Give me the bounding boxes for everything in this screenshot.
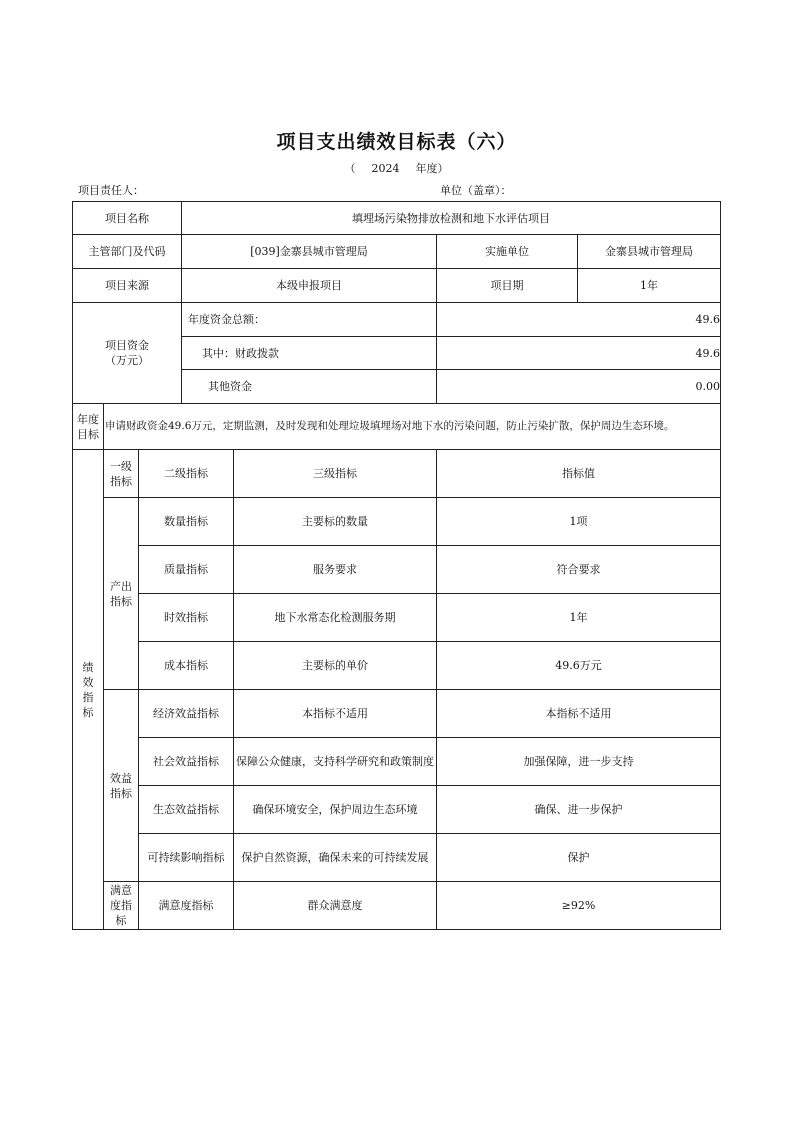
table-row: [73, 642, 721, 690]
level3-cell: 服务要求: [234, 546, 437, 594]
dept-value: [039]金寨县城市管理局: [182, 235, 437, 269]
table-row: [73, 594, 721, 642]
level2-cell: 质量指标: [139, 546, 234, 594]
row-dept: [73, 235, 721, 269]
funds-other-value: 0.00: [437, 370, 721, 404]
level3-cell: 主要标的单价: [234, 642, 437, 690]
header-level2: 二级指标: [139, 450, 234, 498]
impl-unit-value: 金寨县城市管理局: [578, 235, 721, 269]
level2-cell: 生态效益指标: [139, 786, 234, 834]
indicator-value-cell: 1项: [437, 498, 721, 546]
table-row: [73, 738, 721, 786]
level3-cell: 确保环境安全，保护周边生态环境: [234, 786, 437, 834]
row-source: [73, 269, 721, 303]
indicator-value-cell: 保护: [437, 834, 721, 882]
header-level3: 三级指标: [234, 450, 437, 498]
page-title: 项目支出绩效目标表（六）: [276, 131, 517, 153]
indicator-header-row: [73, 450, 721, 498]
level3-cell: 主要标的数量: [234, 498, 437, 546]
funds-label-line1: 项目资金: [105, 339, 149, 352]
year-value: 2024: [371, 162, 400, 175]
group-benefit-label: 效益指标: [104, 690, 139, 882]
group-output-label: 产出指标: [104, 498, 139, 690]
funds-other-label: 其他资金: [182, 370, 437, 404]
funds-total-value: 49.6: [437, 303, 721, 337]
row-project-name: [73, 202, 721, 235]
indicator-value-cell: 1年: [437, 594, 721, 642]
header-level1: 一级指标: [104, 450, 139, 498]
row-annual-goal: [73, 404, 721, 450]
table-row: [73, 690, 721, 738]
level2-cell: 成本指标: [139, 642, 234, 690]
row-funds-total: [73, 303, 721, 337]
period-value: 1年: [578, 269, 721, 303]
header-value: 指标值: [437, 450, 721, 498]
level3-cell: 群众满意度: [234, 882, 437, 930]
funds-label-line2: （万元）: [105, 354, 149, 367]
level2-cell: 社会效益指标: [139, 738, 234, 786]
indicator-value-cell: 49.6万元: [437, 642, 721, 690]
indicator-value-cell: 确保、进一步保护: [437, 786, 721, 834]
indicator-value-cell: 符合要求: [437, 546, 721, 594]
group-satisfaction-label: 满意度指标: [104, 882, 139, 930]
indicator-value-cell: ≥92%: [437, 882, 721, 930]
annual-goal-label-line1: 年度: [77, 412, 99, 426]
annual-goal-label: [73, 404, 104, 450]
level3-cell: 保障公众健康，支持科学研究和政策制度: [234, 738, 437, 786]
level3-cell: 本指标不适用: [234, 690, 437, 738]
table-row: [73, 498, 721, 546]
indicator-value-cell: 本指标不适用: [437, 690, 721, 738]
level2-cell: 数量指标: [139, 498, 234, 546]
table-row: [73, 882, 721, 930]
project-name-value: 填埋场污染物排放检测和地下水评估项目: [182, 202, 721, 235]
table-row: [73, 834, 721, 882]
table-row: [73, 786, 721, 834]
year-open: （: [344, 162, 356, 175]
funds-fiscal-label: 其中：财政拨款: [182, 337, 437, 370]
year-line: [0, 160, 793, 176]
level2-cell: 时效指标: [139, 594, 234, 642]
impl-unit-label: 实施单位: [437, 235, 578, 269]
level2-cell: 可持续影响指标: [139, 834, 234, 882]
annual-goal-label-line2: 目标: [77, 427, 99, 441]
project-name-label: 项目名称: [73, 202, 182, 235]
level3-cell: 保护自然资源，确保未来的可持续发展: [234, 834, 437, 882]
indicator-outer-label: 绩效指标: [73, 450, 104, 930]
funds-fiscal-value: 49.6: [437, 337, 721, 370]
level3-cell: 地下水常态化检测服务期: [234, 594, 437, 642]
annual-goal-value: 申请财政资金49.6万元，定期监测，及时发现和处理垃圾填埋场对地下水的污染问题，防止污染扩散，保护周边生态环境。: [104, 404, 721, 450]
responsible-person-label: 项目责任人：: [78, 184, 144, 197]
table-row: [73, 546, 721, 594]
unit-seal-label: 单位（盖章）：: [440, 184, 512, 197]
funds-total-label: 年度资金总额：: [182, 303, 437, 337]
performance-table: [72, 201, 721, 930]
level2-cell: 满意度指标: [139, 882, 234, 930]
year-suffix: 年度）: [415, 162, 449, 175]
source-label: 项目来源: [73, 269, 182, 303]
indicator-value-cell: 加强保障，进一步支持: [437, 738, 721, 786]
source-value: 本级申报项目: [182, 269, 437, 303]
funds-label: [73, 303, 182, 404]
level2-cell: 经济效益指标: [139, 690, 234, 738]
period-label: 项目期: [437, 269, 578, 303]
dept-label: 主管部门及代码: [73, 235, 182, 269]
